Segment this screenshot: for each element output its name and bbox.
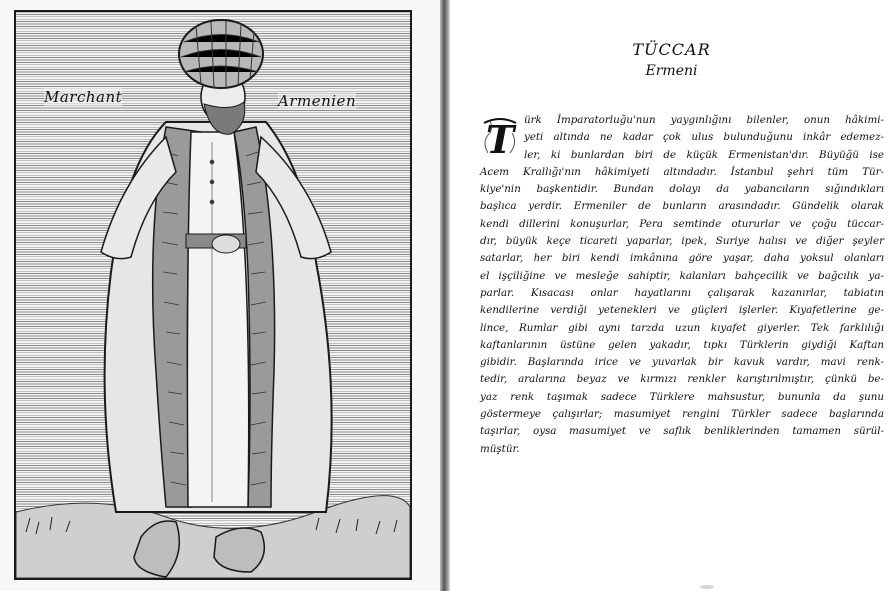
text-line: dır, büyük keçe ticareti yaparlar, ipek, Suriye halısı ve diğer şeyler	[480, 235, 884, 248]
text-line: satarlar, her biri kendi imkânına göre yaşar, daha yoksul olanları	[480, 252, 884, 265]
text-line: kaftanlarının üstüne gelen yakadır, tıpkı Türklerin giydiği Kaftan	[480, 338, 884, 351]
text-line: kendilerine verdiği yetenekleri ve güçleri işlerler. Kıyafetlerine ge-	[480, 304, 884, 317]
text-line: tedir, aralarına beyaz ve kırmızı renkler karıştırılmıştır, çünkü be-	[480, 373, 884, 386]
text-line: taşırlar, oysa masumiyet ve saflık benliklerinden tamamen sürül-	[480, 425, 884, 438]
text-line: parlar. Kısacası onlar hayatlarını çalışarak kazanırlar, tabiatın	[480, 286, 884, 299]
text-line: el işçiliğine ve mesleğe sahiptir, kalanları bahçecilik ve bağcılık ya-	[480, 269, 884, 282]
text-line: müştür.	[480, 442, 520, 455]
text-line: ler, ki bunlardan biri de küçük Ermenistan'dır. Büyüğü ise	[524, 148, 884, 161]
text-line: ürk İmparatorluğu'nun yaygınlığını bilenler, onun hâkimi-	[524, 114, 884, 126]
text-line: göstermeye çalışırlar; masumiyet rengini Türkler sadece başlarında	[480, 408, 884, 421]
plate-caption-left: Marchant	[44, 88, 123, 106]
text-line: kendi dillerini konuşurlar, Pera semtinde otururlar ve çoğu tüccar-	[480, 217, 884, 230]
text-line: başlıca yerdir. Ermeniler de bunların arasındadır. Gündelik olarak	[480, 200, 884, 213]
plate-caption-right: Armenien	[278, 92, 357, 110]
page-title: TÜCCAR	[632, 40, 711, 59]
engraving-plate	[14, 10, 412, 580]
text-line: yaz renk taşımak sadece Türklere mahsustur, bununla da şunu	[480, 390, 884, 403]
text-line: kiye'nin başkentidir. Bundan dolayı da yabancıların sığındıkları	[480, 183, 884, 196]
text-line: lince, Rumlar gibi aynı tarzda uzun kıyafet giyerler. Tek farklılığı	[480, 321, 884, 334]
left-page	[0, 0, 440, 591]
article-body	[480, 112, 884, 458]
dropcap-letter: T	[485, 117, 515, 161]
page-mark	[700, 585, 714, 589]
text-line: Acem Krallığı'nın hâkimiyeti altındadır. İstanbul şehri tüm Tür-	[480, 165, 884, 178]
page-subtitle: Ermeni	[645, 63, 698, 79]
text-line: gibidir. Başlarında irice ve yuvarlak bir kavuk vardır, mavi renk-	[480, 356, 884, 369]
text-line: yeti altında ne kadar çok ulus bulunduğunu inkâr edemez-	[524, 131, 884, 144]
right-page	[450, 0, 893, 591]
book-gutter	[440, 0, 450, 591]
